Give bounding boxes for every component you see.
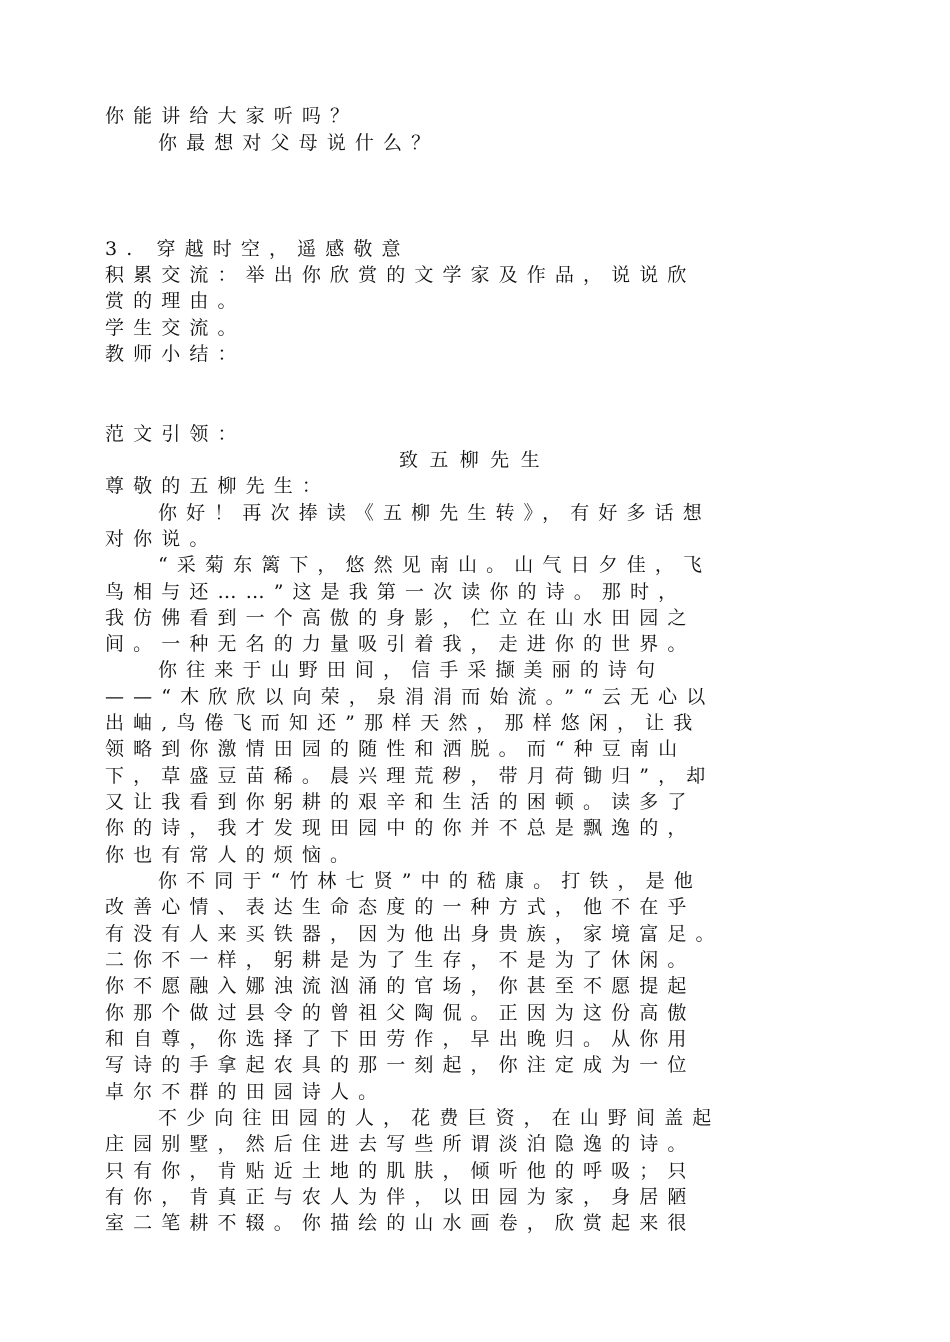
letter-line: 庄园别墅，然后住进去写些所谓淡泊隐逸的诗。 [105,1133,696,1155]
letter-line: 你那个做过县令的曾祖父陶侃。正因为这份高傲 [105,1002,696,1024]
letter-line: 卓尔不群的田园诗人。 [105,1081,387,1103]
letter-line: 鸟相与还……”这是我第一次读你的诗。那时， [105,581,687,603]
letter-line: 室二笔耕不辍。你描绘的山水画卷，欣赏起来很 [105,1212,696,1234]
letter-line: “采菊东篱下，悠然见南山。山气日夕佳，飞 [158,554,712,576]
question-line: 你能讲给大家听吗？ [105,105,359,127]
text-line: 教师小结： [105,343,246,365]
letter-line: 二你不一样，躬耕是为了生存，不是为了休闲。 [105,949,696,971]
letter-line: 下，草盛豆苗稀。晨兴理荒秽，带月荷锄归”，却 [105,765,715,787]
letter-line: 你好！再次捧读《五柳先生转》，有好多话想 [158,502,711,524]
letter-line: 你不愿融入娜浊流汹涌的官场，你甚至不愿提起 [105,975,696,997]
letter-title [0,447,950,473]
letter-line: ——“木欣欣以向荣，泉涓涓而始流。”“云无心以 [105,686,715,708]
model-label: 范文引领： [105,423,246,445]
letter-salutation: 尊敬的五柳先生： [105,475,330,497]
letter-line: 又让我看到你躬耕的艰辛和生活的困顿。读多了 [105,791,696,813]
letter-line: 有你，肯真正与农人为伴，以田园为家，身居陋 [105,1186,696,1208]
letter-line: 出岫,鸟倦飞而知还”那样天然，那样悠闲，让我 [105,712,702,734]
letter-line: 你的诗，我才发现田园中的你并不总是飘逸的， [105,817,696,839]
letter-line: 你往来于山野田间，信手采撷美丽的诗句 [158,659,665,681]
letter-line: 领略到你激情田园的随性和洒脱。而“种豆南山 [105,738,687,760]
letter-line: 你也有常人的烦恼。 [105,844,359,866]
letter-line: 对你说。 [105,528,218,550]
letter-line: 你不同于“竹林七贤”中的嵇康。打铁，是他 [158,870,702,892]
letter-title-text: 致五柳先生 [398,449,551,471]
letter-line: 和自尊，你选择了下田劳作，早出晚归。从你用 [105,1028,696,1050]
letter-line: 改善心情、表达生命态度的一种方式，他不在乎 [105,896,696,918]
text-line: 赏的理由。 [105,290,246,312]
letter-line: 我仿佛看到一个高傲的身影，伫立在山水田园之 [105,607,696,629]
text-line: 学生交流。 [105,317,246,339]
letter-line: 有没有人来买铁器，因为他出身贵族，家境富足。 [105,923,724,945]
letter-line: 只有你，肯贴近土地的肌肤，倾听他的呼吸；只 [105,1160,696,1182]
question-line: 你最想对父母说什么？ [158,132,440,154]
letter-line: 间。一种无名的力量吸引着我，走进你的世界。 [105,633,696,655]
letter-line: 不少向往田园的人，花费巨资，在山野间盖起 [158,1107,721,1129]
text-line: 积累交流：举出你欣赏的文学家及作品，说说欣 [105,264,696,286]
letter-line: 写诗的手拿起农具的那一刻起，你注定成为一位 [105,1054,696,1076]
section-heading: 3. 穿越时空，遥感敬意 [105,238,410,260]
